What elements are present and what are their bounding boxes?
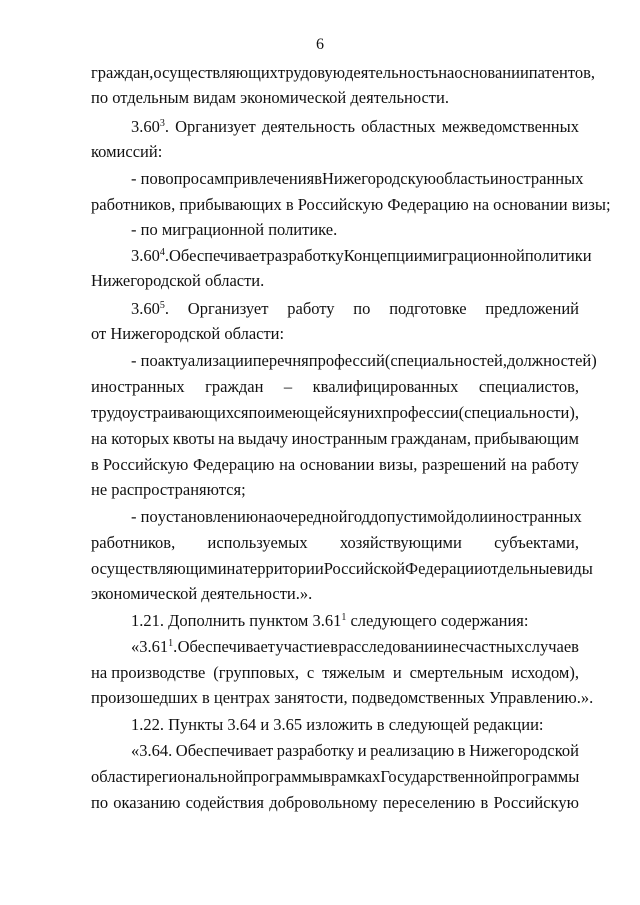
text-line: Нижегородской области. xyxy=(91,271,265,290)
word: субъектами, xyxy=(494,533,579,552)
word: квалифицированных xyxy=(312,377,459,396)
word: Федерации xyxy=(405,559,483,578)
word: случаев xyxy=(524,637,579,656)
text-line xyxy=(91,402,579,424)
word: в xyxy=(330,637,338,656)
word: перечня xyxy=(252,351,309,370)
word: в xyxy=(480,793,489,812)
word: профессий xyxy=(308,351,385,370)
word: вопросам xyxy=(157,169,225,188)
word: и xyxy=(392,663,402,682)
word: в Российскую xyxy=(91,455,189,474)
word: специалистов, xyxy=(478,377,579,396)
word: по xyxy=(91,793,109,812)
word: на xyxy=(218,429,235,448)
word: 3.60$^3$. xyxy=(131,117,169,136)
word: имеющейся xyxy=(265,403,349,422)
word: политики xyxy=(524,246,592,265)
word: область xyxy=(435,169,490,188)
text-line: 1.21. Дополнить пунктом 3.61$^1$ следующего содержания: xyxy=(131,611,529,630)
word: них xyxy=(356,403,383,422)
word: «3.64. xyxy=(131,741,173,760)
word: трудовую xyxy=(277,63,346,82)
word: по xyxy=(248,403,266,422)
word: - по xyxy=(131,507,158,526)
word: несчастных xyxy=(442,637,525,656)
word: - по xyxy=(131,169,158,188)
word: хозяйствующими xyxy=(339,533,462,552)
word: тяжелым xyxy=(322,663,385,682)
text-line xyxy=(91,532,579,554)
text-line: экономической деятельности.». xyxy=(91,584,313,603)
word: патентов, xyxy=(528,63,596,82)
word: исходом), xyxy=(511,663,579,682)
word: работу xyxy=(531,455,579,474)
word: деятельность xyxy=(261,117,355,136)
word: (специальностей, xyxy=(384,351,508,370)
word: визы, xyxy=(379,455,418,474)
word: предложений xyxy=(485,299,579,318)
word: должностей) xyxy=(507,351,597,370)
word: разработку xyxy=(266,246,344,265)
word: на производстве xyxy=(91,663,206,682)
word: в xyxy=(314,169,322,188)
word: реализацию xyxy=(370,741,455,760)
word: Государственной xyxy=(380,767,500,786)
word: гражданам, xyxy=(390,429,471,448)
word: осуществляющими xyxy=(91,559,227,578)
text-line xyxy=(131,116,579,138)
word: межведомственных xyxy=(441,117,579,136)
word: Концепции xyxy=(343,246,423,265)
word: разрешений xyxy=(422,455,507,474)
word: актуализации xyxy=(157,351,253,370)
word: областных xyxy=(361,117,436,136)
text-line xyxy=(91,792,579,814)
text-line xyxy=(131,350,597,372)
text-line: по отдельным видам экономической деятельности. xyxy=(91,88,449,107)
superscript-index: 1 xyxy=(168,638,174,649)
word: отдельные xyxy=(482,559,557,578)
word: работников, xyxy=(91,533,176,552)
word: используемых xyxy=(207,533,308,552)
text-line xyxy=(91,62,596,84)
word: области xyxy=(91,767,147,786)
page-number: 6 xyxy=(316,36,324,53)
word: оказанию xyxy=(113,793,181,812)
word: Российскую xyxy=(493,793,579,812)
word: выдачу xyxy=(237,429,289,448)
text-line: произошедших в центрах занятости, подведомственных Управлению.». xyxy=(91,688,594,707)
word: год xyxy=(347,507,371,526)
text-line xyxy=(91,766,579,788)
word: профессии xyxy=(382,403,459,422)
word: иностранных xyxy=(91,377,185,396)
word: граждан xyxy=(205,377,264,396)
word: квоты xyxy=(172,429,215,448)
word: подготовке xyxy=(389,299,467,318)
word: Федерацию xyxy=(193,455,275,474)
word: рамках xyxy=(330,767,381,786)
word: расследовании xyxy=(338,637,442,656)
word: «3.61$^1$. xyxy=(131,637,178,656)
word: Организует xyxy=(175,117,256,136)
word: очередной xyxy=(274,507,348,526)
word: у xyxy=(348,403,357,422)
word: Обеспечивает xyxy=(169,246,267,265)
word: миграционной xyxy=(422,246,525,265)
text-line: комиссий: xyxy=(91,142,163,161)
text-line: не распространяются; xyxy=(91,480,246,499)
word: привлечения xyxy=(224,169,315,188)
word: Нижегородской xyxy=(469,741,579,760)
text-line xyxy=(131,740,579,762)
word: на xyxy=(258,507,275,526)
word: доли xyxy=(454,507,489,526)
text-line xyxy=(91,428,579,450)
text-line: от Нижегородской области: xyxy=(91,324,285,343)
word: 3.60$^5$. xyxy=(131,299,169,318)
text-line xyxy=(131,168,584,190)
word: Нижегородскую xyxy=(321,169,436,188)
word: содействия xyxy=(185,793,265,812)
word: и xyxy=(357,741,367,760)
word: (групповых, xyxy=(213,663,299,682)
word: разработку xyxy=(276,741,355,760)
word: иностранных xyxy=(488,507,582,526)
word: осуществляющих xyxy=(153,63,278,82)
word: с xyxy=(306,663,315,682)
word: Обеспечивает xyxy=(175,741,274,760)
word: – xyxy=(283,377,293,396)
word: основании xyxy=(299,455,375,474)
word: виды xyxy=(556,559,593,578)
word: трудоустраивающихся xyxy=(91,403,249,422)
word: программы xyxy=(499,767,580,786)
word: территории xyxy=(242,559,324,578)
word: установлению xyxy=(157,507,259,526)
word: (специальности), xyxy=(458,403,579,422)
word: прибывающим xyxy=(474,429,579,448)
superscript-index: 1 xyxy=(341,612,347,623)
text-line: 1.22. Пункты 3.64 и 3.65 изложить в следующей редакции: xyxy=(131,715,544,734)
word: работу xyxy=(287,299,335,318)
text-line xyxy=(91,558,593,580)
superscript-index: 5 xyxy=(159,300,165,311)
word: программы xyxy=(243,767,324,786)
word: на которых xyxy=(91,429,170,448)
word: смертельным xyxy=(409,663,504,682)
word: на xyxy=(279,455,296,474)
text-line xyxy=(91,662,579,684)
superscript-index: 3 xyxy=(159,118,165,129)
text-line: работников, прибывающих в Российскую Федерацию на основании визы; xyxy=(91,195,611,214)
word: иностранных xyxy=(489,169,584,188)
word: Обеспечивает xyxy=(177,637,276,656)
text-line xyxy=(91,376,579,398)
word: по xyxy=(353,299,371,318)
word: иностранным xyxy=(291,429,388,448)
word: деятельность xyxy=(345,63,439,82)
text-line: - по миграционной политике. xyxy=(131,220,338,239)
word: добровольному xyxy=(269,793,378,812)
word: на xyxy=(510,455,528,474)
text-line xyxy=(131,506,582,528)
word: в xyxy=(323,767,331,786)
word: Российской xyxy=(323,559,406,578)
word: - по xyxy=(131,351,158,370)
text-line xyxy=(131,636,579,658)
word: Организует xyxy=(187,299,269,318)
word: на xyxy=(226,559,243,578)
word: на xyxy=(438,63,455,82)
text-line xyxy=(131,245,592,267)
word: региональной xyxy=(146,767,244,786)
text-line xyxy=(131,298,579,320)
word: переселению xyxy=(382,793,476,812)
superscript-index: 4 xyxy=(159,247,165,258)
word: допустимой xyxy=(370,507,455,526)
word: участие xyxy=(275,637,330,656)
word: в xyxy=(457,741,466,760)
text-line xyxy=(91,454,579,476)
word: граждан, xyxy=(91,63,154,82)
word: 3.60$^4$. xyxy=(131,246,169,265)
word: основании xyxy=(454,63,529,82)
